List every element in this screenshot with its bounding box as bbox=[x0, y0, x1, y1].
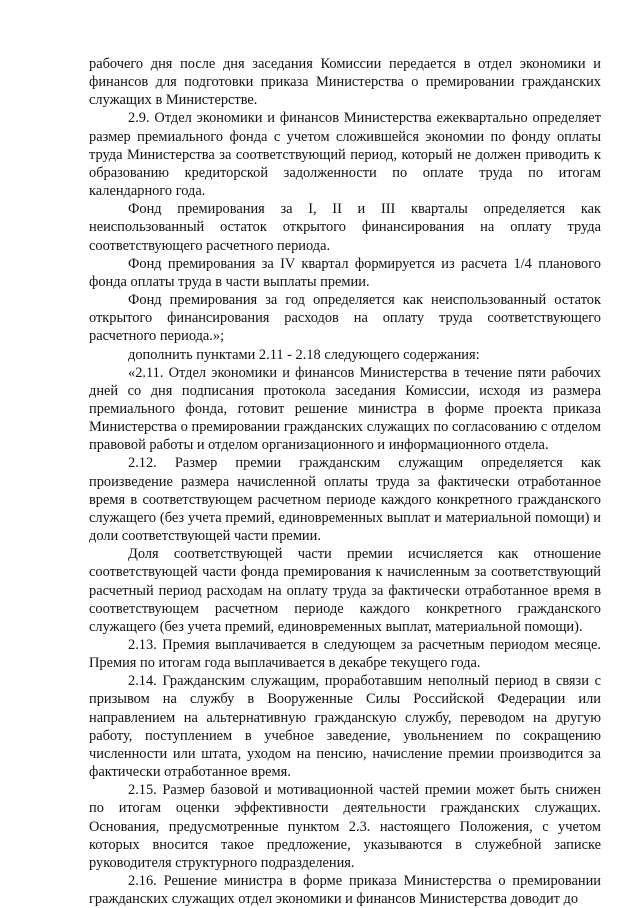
paragraph-fund-year: Фонд премирования за год определяется как неиспользованный остаток открытого финансирования расходов на оплату труда соответствующего расчетного периода.»; bbox=[89, 292, 601, 345]
paragraph-2-11: «2.11. Отдел экономики и финансов Министерства в течение пяти рабочих дней со дня подписания протокола заседания Комиссии, исходя из размера премиального фонда, готовит решение министра в форме проекта приказа Министерства о премировании гражданских служащих по согласованию с отделом правовой работы и отделом организационного и информационного отдела. bbox=[89, 364, 601, 454]
paragraph-2-16: 2.16. Решение министра в форме приказа Министерства о премировании гражданских служащих отдел экономики и финансов Министерства доводит до bbox=[89, 873, 601, 908]
paragraph-share-definition: Доля соответствующей части премии исчисляется как отношение соответствующей части фонда премирования к начисленным за соответствующий расчетный период расходам на оплату труда за фактически отработанное время в соответствующем расчетном периоде каждого конкретного гражданского служащего (без учета премий, единовременных выплат, материальной помощи). bbox=[89, 546, 601, 635]
paragraph-2-12: 2.12. Размер премии гражданским служащим определяется как произведение размера начисленной оплаты труда за фактически отработанное время в соответствующем расчетном периоде каждого конкретного гражданского служащего (без учета премий, единовременных выплат и материальной помощи) и доли соответствующей части премии. bbox=[89, 455, 601, 545]
paragraph-amendment-intro: дополнить пунктами 2.11 - 2.18 следующего содержания: bbox=[128, 346, 480, 363]
paragraph-2-13: 2.13. Премия выплачивается в следующем за расчетным периодом месяце. Премия по итогам года выплачивается в декабре текущего года. bbox=[89, 637, 601, 672]
paragraph-2-14: 2.14. Гражданским служащим, проработавшим неполный период в связи с призывом на службу в Вооруженные Силы Российской Федерации или направлением на альтернативную гражданскую службу, переводом на другую работу, поступлением в учебное заведение, увольнением по сокращению численности или штата, уходом на пенсию, начисление премии производится за фактически отработанное время. bbox=[89, 673, 601, 781]
document-page bbox=[89, 55, 601, 908]
paragraph-fund-q1-q3: Фонд премирования за I, II и III кварталы определяется как неиспользованный остаток открытого финансирования на оплату труда соответствующего расчетного периода. bbox=[89, 201, 601, 254]
paragraph-2-15: 2.15. Размер базовой и мотивационной частей премии может быть снижен по итогам оценки эффективности деятельности гражданских служащих. Основания, предусмотренные пунктом 2.3. настоящего Положения, с учетом которых вносится такое предложение, указываются в служебной записке руководителя структурного подразделения. bbox=[89, 782, 601, 871]
paragraph-continuation: рабочего дня после дня заседания Комиссии передается в отдел экономики и финансов для подготовки приказа Министерства о премировании гражданских служащих в Министерстве. bbox=[89, 56, 601, 109]
paragraph-2-9: 2.9. Отдел экономики и финансов Министерства ежеквартально определяет размер премиального фонда с учетом сложившейся экономии по фонду оплаты труда Министерства за соответствующий период, который не должен приводить к образованию кредиторской задолженности по оплате труда по итогам календарного года. bbox=[89, 110, 601, 200]
paragraph-fund-q4: Фонд премирования за IV квартал формируется из расчета 1/4 планового фонда оплаты труда в части выплаты премии. bbox=[89, 255, 601, 290]
